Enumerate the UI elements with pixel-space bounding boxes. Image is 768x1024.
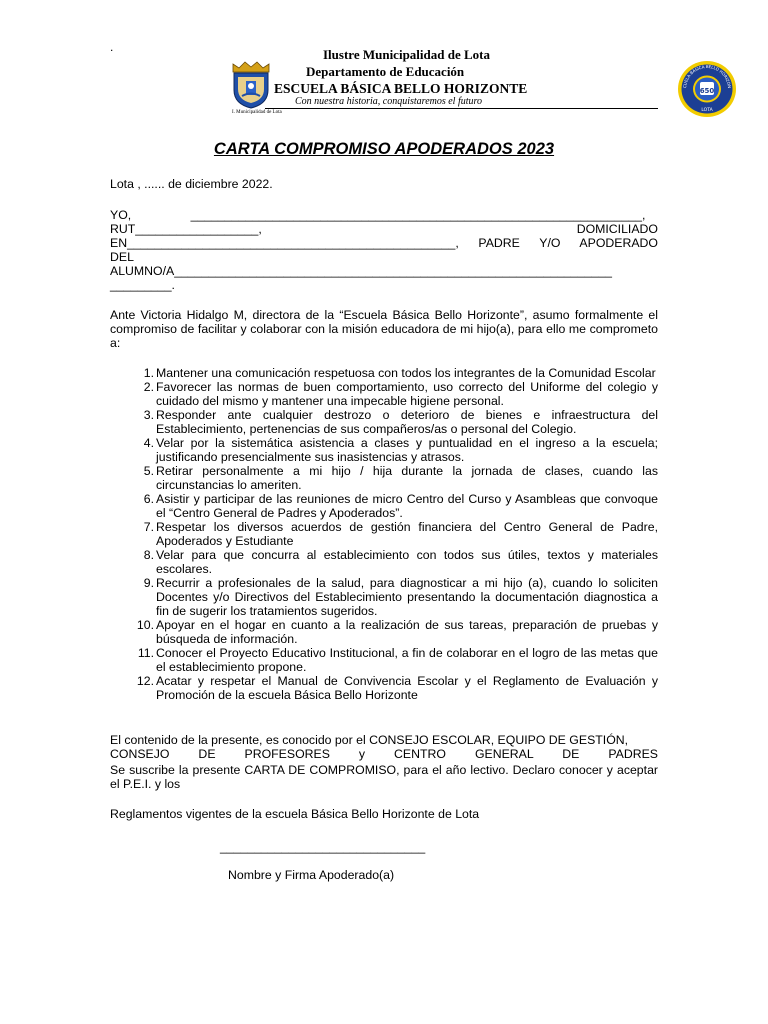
form-rut-line: [110, 222, 658, 236]
list-item: [110, 380, 658, 408]
form-student-line: ALUMNO/A________________________________________________________________: [110, 264, 612, 278]
reglamentos-line: Reglamentos vigentes de la escuela Básica Bello Horizonte de Lota: [110, 807, 480, 821]
intro-paragraph: Ante Victoria Hidalgo M, directora de la “Escuela Básica Bello Horizonte”, asumo formalmente el compromiso de facilitar y colaborar con la misión educadora de mi hijo(a), para ello me comprometo a:: [110, 308, 658, 350]
municipal-coat-of-arms-icon: [228, 60, 274, 110]
header-municipality: Ilustre Municipalidad de Lota: [323, 47, 490, 62]
list-item: [110, 674, 658, 702]
list-item: [110, 464, 658, 492]
list-item-number: 9.: [143, 576, 154, 590]
list-item-text: Velar por la sistemática asistencia a clases y puntualidad en el ingreso a la escuela; justificando presencialmente sus inasistencias y atrasos.: [156, 436, 658, 464]
list-item-text: Asistir y participar de las reuniones de micro Centro del Curso y Asambleas que convoque el “Centro General de Padres y Apoderados”.: [156, 492, 658, 520]
list-item-number: 4.: [143, 436, 154, 450]
commitments-list: [110, 366, 658, 702]
form-rut-label: RUT__________________,: [110, 222, 262, 236]
form-domiciliado-label: DOMICILIADO: [576, 222, 658, 236]
list-item: [110, 520, 658, 548]
header-rule: [265, 108, 658, 109]
seal-bottom-text: LOTA: [701, 108, 713, 113]
school-seal-icon: [677, 60, 737, 118]
municipality-caption: I. Municipalidad de Lota: [232, 110, 282, 115]
signature-label: Nombre y Firma Apoderado(a): [228, 868, 395, 882]
list-item-text: Conocer el Proyecto Educativo Institucional, a fin de colaborar en el logro de las metas que el establecimiento propone.: [156, 646, 658, 674]
list-item: [110, 646, 658, 674]
signature-line: ______________________________: [220, 840, 426, 854]
list-item-number: 2.: [143, 380, 154, 394]
list-item-text: Responder ante cualquier destrozo o deterioro de bienes e infraestructura del Establecimiento, pertenencias de sus compañeros/as o personal del Colegio.: [156, 408, 658, 436]
list-item-text: Recurrir a profesionales de la salud, para diagnosticar a mi hijo (a), cuando lo soliciten Docentes y/o Directivos del Establecimiento presentando la documentación diagnostica a fin de sugerir los tratamientos sugeridos.: [156, 576, 658, 618]
closing-line-1: El contenido de la presente, es conocido por el CONSEJO ESCOLAR, EQUIPO DE GESTIÓN,: [110, 733, 629, 747]
list-item-number: 10.: [136, 618, 154, 632]
list-item: [110, 492, 658, 520]
list-item: [110, 548, 658, 576]
list-item: [110, 408, 658, 436]
list-item-text: Acatar y respetar el Manual de Convivencia Escolar y el Reglamento de Evaluación y Promoción de la escuela Básica Bello Horizonte: [156, 674, 658, 702]
header-department: Departamento de Educación: [306, 64, 465, 79]
form-name-label: YO, __________________________________________________________________,: [110, 208, 646, 222]
list-item-number: 5.: [143, 464, 154, 478]
seal-top-text: CUELA BÁSICA BELLO HORIZON: [681, 63, 733, 89]
list-item-number: 6.: [143, 492, 154, 506]
header-school-name: ESCUELA BÁSICA BELLO HORIZONTE: [274, 81, 528, 96]
date-line: Lota , ...... de diciembre 2022.: [110, 177, 273, 191]
list-item-text: Favorecer las normas de buen comportamiento, uso correcto del Uniforme del colegio y cuidado del mismo y mantener una impecable higiene personal.: [156, 380, 658, 408]
list-item-text: Retirar personalmente a mi hijo / hija durante la jornada de clases, cuando las circunstancias lo ameriten.: [156, 464, 658, 492]
closing-line-3: Se suscribe la presente CARTA DE COMPROMISO, para el año lectivo. Declaro conocer y aceptar el P.E.I. y los: [110, 763, 658, 791]
form-address-line: EN________________________________________________, PADRE Y/O APODERADO: [110, 236, 658, 250]
form-del-line: DEL: [110, 250, 134, 264]
list-item-number: 11.: [137, 646, 154, 660]
header-motto: Con nuestra historia, conquistaremos el futuro: [295, 96, 483, 107]
list-item-text: Respetar los diversos acuerdos de gestión financiera del Centro General de Padre, Apoderados y Estudiante: [156, 520, 658, 548]
list-item-number: 3.: [143, 408, 154, 422]
list-item: [110, 618, 658, 646]
list-item-text: Mantener una comunicación respetuosa con todos los integrantes de la Comunidad Escolar: [156, 366, 656, 380]
list-item-number: 12.: [136, 674, 154, 688]
list-item-text: Velar para que concurra al establecimiento con todos sus útiles, textos y materiales escolares.: [156, 548, 658, 576]
seal-badge: 650: [699, 87, 715, 95]
closing-line-2: CONSEJO DE PROFESORES y CENTRO GENERAL DE PADRES: [110, 747, 658, 761]
stray-dot: .: [110, 40, 114, 54]
list-item: [110, 576, 658, 618]
list-item: [110, 436, 658, 464]
list-item: [110, 366, 658, 380]
form-name-line: [110, 208, 658, 222]
form-student-line-end: _________.: [110, 278, 175, 292]
list-item-number: 8.: [143, 548, 154, 562]
document-title: CARTA COMPROMISO APODERADOS 2023: [213, 140, 555, 158]
list-item-number: 7.: [143, 520, 154, 534]
list-item-text: Apoyar en el hogar en cuanto a la realización de sus tareas, preparación de pruebas y búsqueda de información.: [156, 618, 658, 646]
list-item-number: 1.: [143, 366, 154, 380]
